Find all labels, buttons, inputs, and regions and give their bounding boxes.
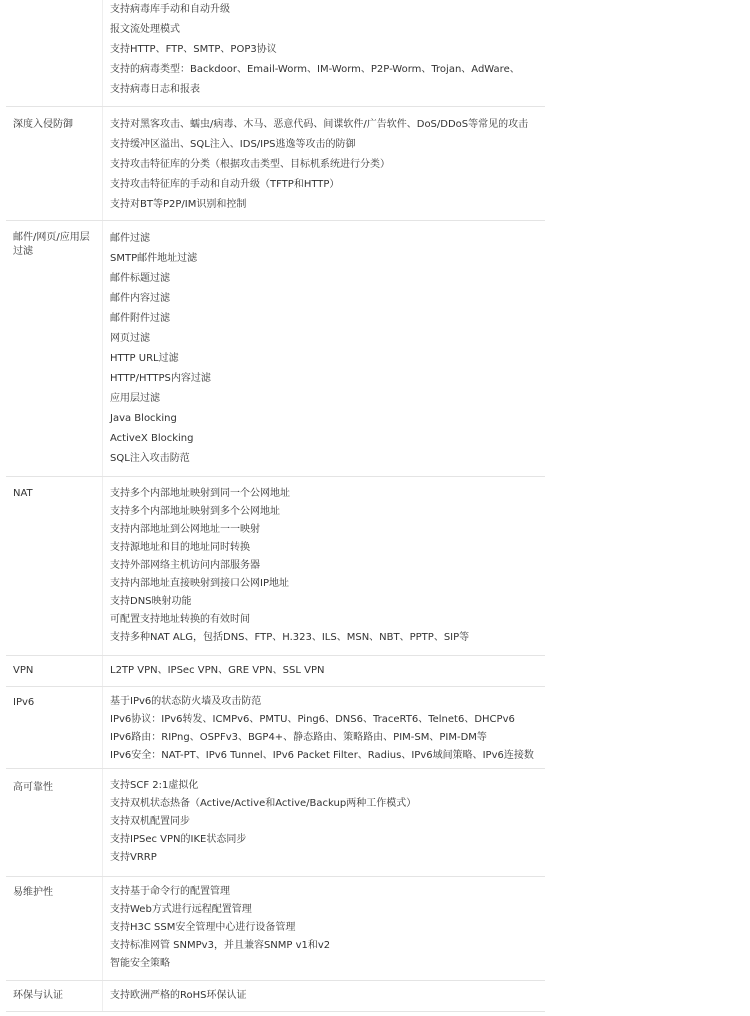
spec-row-antivirus (6, 0, 545, 107)
column-divider (102, 981, 103, 1011)
list-item: 支持DNS映射功能 (110, 596, 192, 607)
list-item: 支持欧洲严格的RoHS环保认证 (110, 990, 247, 1001)
column-divider (102, 0, 103, 106)
column-divider (102, 221, 103, 476)
row-items (110, 693, 534, 765)
list-item: 支持多个内部地址映射到同一个公网地址 (110, 488, 290, 499)
column-divider (102, 687, 103, 768)
list-item: 支持标准网管 SNMPv3，并且兼容SNMP v1和v2 (110, 940, 331, 951)
row-items (110, 777, 416, 867)
list-item: ActiveX Blocking (110, 433, 194, 444)
list-item: 支持VRRP (110, 852, 157, 863)
list-item: 邮件附件过滤 (110, 313, 170, 324)
row-label: 深度入侵防御 (13, 119, 73, 130)
list-item: 邮件过滤 (110, 233, 150, 244)
spec-row-content-filter (6, 221, 545, 477)
row-items (110, 0, 520, 100)
column-divider (102, 107, 103, 220)
column-divider (102, 769, 103, 876)
list-item: 应用层过滤 (110, 393, 160, 404)
list-item: SMTP邮件地址过滤 (110, 253, 198, 264)
list-item: SQL注入攻击防范 (110, 453, 190, 464)
list-item: 支持Web方式进行远程配置管理 (110, 904, 252, 915)
list-item: 支持攻击特征库的手动和自动升级（TFTP和HTTP） (110, 179, 340, 190)
list-item: HTTP/HTTPS内容过滤 (110, 373, 211, 384)
list-item: 支持IPSec VPN的IKE状态同步 (110, 834, 247, 845)
list-item: L2TP VPN、IPSec VPN、GRE VPN、SSL VPN (110, 665, 325, 676)
list-item: 支持SCF 2:1虚拟化 (110, 780, 199, 791)
list-item: 报文流处理模式 (110, 24, 180, 35)
list-item: 支持多种NAT ALG，包括DNS、FTP、H.323、ILS、MSN、NBT、PPTP、SIP等 (110, 632, 470, 643)
list-item: 支持双机状态热备（Active/Active和Active/Backup两种工作模式） (110, 798, 417, 809)
list-item: 支持双机配置同步 (110, 816, 190, 827)
row-items (110, 883, 330, 973)
list-item: 邮件标题过滤 (110, 273, 170, 284)
row-items (110, 661, 324, 681)
list-item: 网页过滤 (110, 333, 150, 344)
list-item: 支持对BT等P2P/IM识别和控制 (110, 199, 247, 210)
row-label: 易维护性 (13, 887, 53, 898)
list-item: 支持H3C SSM安全管理中心进行设备管理 (110, 922, 296, 933)
list-item: 支持的病毒类型：Backdoor、Email-Worm、IM-Worm、P2P-Worm、Trojan、AdWare、 (110, 64, 520, 75)
list-item: 支持病毒库手动和自动升级 (110, 4, 230, 15)
spec-row-certification (6, 981, 545, 1012)
list-item: HTTP URL过滤 (110, 353, 179, 364)
column-divider (102, 877, 103, 980)
row-label: 高可靠性 (13, 782, 53, 793)
list-item: 支持对黑客攻击、蠕虫/病毒、木马、恶意代码、间谍软件/广告软件、DoS/DDoS等常见的攻击 (110, 119, 529, 130)
list-item: 支持缓冲区溢出、SQL注入、IDS/IPS逃逸等攻击的防御 (110, 139, 356, 150)
list-item: 支持攻击特征库的分类（根据攻击类型、目标机系统进行分类） (110, 159, 390, 170)
list-item: IPv6安全：NAT-PT、IPv6 Tunnel、IPv6 Packet Filter、Radius、IPv6域间策略、IPv6连接数 (110, 750, 534, 761)
column-divider (102, 656, 103, 686)
list-item: 支持HTTP、FTP、SMTP、POP3协议 (110, 44, 277, 55)
list-item: IPv6协议：IPv6转发、ICMPv6、PMTU、Ping6、DNS6、TraceRT6、Telnet6、DHCPv6 (110, 714, 515, 725)
spec-row-nat (6, 477, 545, 656)
list-item: 基于IPv6的状态防火墙及攻击防范 (110, 696, 262, 707)
spec-row-reliability (6, 769, 545, 877)
list-item: IPv6路由：RIPng、OSPFv3、BGP4+、静态路由、策略路由、PIM-SM、PIM-DM等 (110, 732, 487, 743)
spec-row-vpn (6, 656, 545, 687)
row-items (110, 229, 211, 469)
spec-row-ips (6, 107, 545, 221)
row-items (110, 986, 246, 1006)
list-item: 邮件内容过滤 (110, 293, 170, 304)
list-item: 支持病毒日志和报表 (110, 84, 200, 95)
list-item: 支持基于命令行的配置管理 (110, 886, 230, 897)
row-items (110, 485, 469, 647)
row-label: 环保与认证 (13, 990, 63, 1001)
row-label: NAT (13, 488, 33, 499)
spec-row-ipv6 (6, 687, 545, 769)
spec-row-maintainability (6, 877, 545, 981)
row-items (110, 115, 528, 215)
row-label: VPN (13, 665, 34, 676)
list-item: 智能安全策略 (110, 958, 170, 969)
list-item: 支持源地址和目的地址同时转换 (110, 542, 250, 553)
list-item: 支持内部地址到公网地址一一映射 (110, 524, 260, 535)
list-item: Java Blocking (110, 413, 177, 424)
row-label: 邮件/网页/应用层过滤 (13, 232, 90, 257)
list-item: 支持外部网络主机访问内部服务器 (110, 560, 260, 571)
list-item: 支持多个内部地址映射到多个公网地址 (110, 506, 280, 517)
column-divider (102, 477, 103, 655)
list-item: 支持内部地址直接映射到接口公网IP地址 (110, 578, 289, 589)
row-label: IPv6 (13, 697, 35, 708)
list-item: 可配置支持地址转换的有效时间 (110, 614, 250, 625)
